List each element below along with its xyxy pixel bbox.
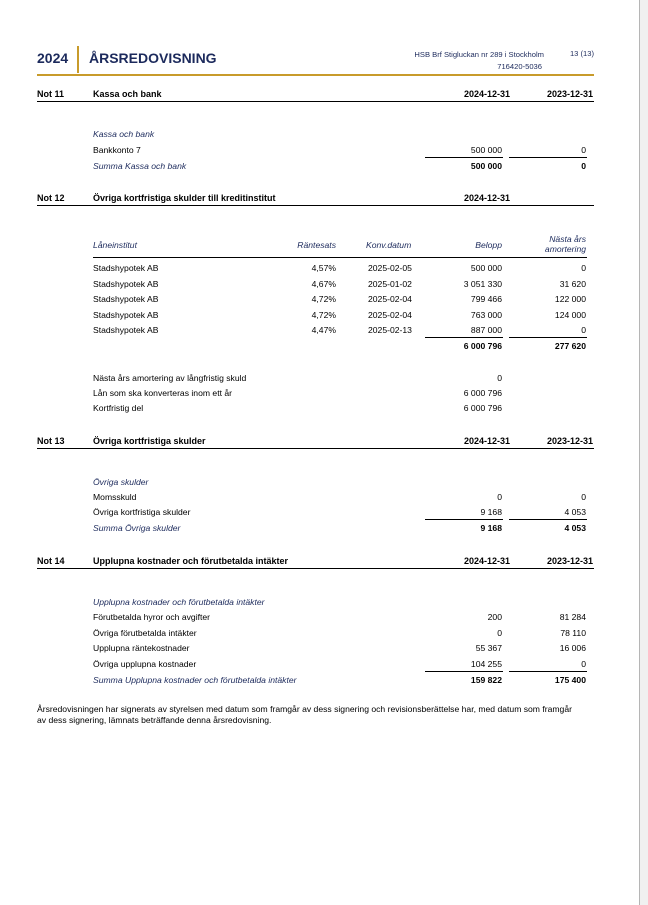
- note-13-title: Övriga kortfristiga skulder: [93, 436, 206, 446]
- note-14-row-v1: 0: [497, 627, 502, 638]
- loan-total-rule-2: [509, 337, 587, 338]
- page-title: ÅRSREDOVISNING: [89, 50, 217, 66]
- loan-lender: Stadshypotek AB: [93, 325, 159, 335]
- loan-lender: Stadshypotek AB: [93, 263, 159, 273]
- note-14-row-v1: 104 255: [470, 658, 502, 669]
- note-14-title: Upplupna kostnader och förutbetalda intäkter: [93, 556, 289, 566]
- loan-lender: Stadshypotek AB: [93, 309, 159, 320]
- header-organization: [388, 49, 544, 73]
- note-13-row-v1: 0: [497, 492, 502, 502]
- loan-conv-date: 2025-02-04: [368, 309, 412, 320]
- loan-rate: 4,67%: [311, 278, 336, 289]
- note-13-row-v1: 9 168: [480, 507, 502, 517]
- note-13-rule: [37, 448, 594, 449]
- note-11-sum-rule-2: [509, 157, 587, 158]
- loan-header-rate: Räntesats: [297, 240, 336, 250]
- note-14-sum-label: Summa Upplupna kostnader och förutbetalda intäkter: [93, 675, 297, 685]
- note-14-sum-rule-2: [509, 671, 587, 672]
- note-12-col1: 2024-12-31: [463, 193, 510, 203]
- loan-rate: 4,47%: [311, 325, 336, 335]
- note-11-rule: [37, 101, 594, 102]
- note-14-row-label: Förutbetalda hyror och avgifter: [93, 612, 211, 622]
- loan-amortization: 122 000: [554, 294, 586, 304]
- loan-amount: 500 000: [470, 263, 502, 273]
- note-14-row-v2: 81 284: [559, 612, 586, 622]
- loan-amount: 799 466: [470, 294, 502, 304]
- note-14-row-label: Övriga förutbetalda intäkter: [93, 627, 197, 638]
- loan-conv-date: 2025-02-05: [368, 263, 412, 273]
- note-12-extra-value: 6 000 796: [463, 388, 502, 398]
- note-13-number: Not 13: [37, 436, 65, 446]
- note-13-row-label: Momsskuld: [93, 492, 137, 502]
- note-13-sum-rule-2: [509, 519, 587, 520]
- note-14-row-v1: 55 367: [475, 643, 502, 653]
- note-14-sum-rule-1: [425, 671, 503, 672]
- note-12-extra-label: Lån som ska konverteras inom ett år: [93, 388, 232, 398]
- note-12-rule: [37, 205, 594, 206]
- note-12-title: Övriga kortfristiga skulder till kreditinstitut: [93, 193, 276, 203]
- loan-amortization: 0: [581, 263, 586, 273]
- note-12-extra-label: Nästa års amortering av långfristig skuld: [93, 373, 247, 383]
- note-13-sum-v1: 9 168: [480, 523, 502, 533]
- note-13-sum-label: Summa Övriga skulder: [93, 523, 181, 533]
- note-11-col2: 2023-12-31: [546, 89, 593, 99]
- loan-conv-date: 2025-02-13: [368, 325, 412, 335]
- loan-header-conv: Konv.datum: [366, 240, 412, 250]
- note-14-row-v2: 16 006: [559, 643, 586, 653]
- loan-amount: 887 000: [470, 325, 502, 335]
- loan-lender: Stadshypotek AB: [93, 278, 159, 289]
- header-org-number: 716420-5036: [497, 62, 542, 71]
- note-14-col2: 2023-12-31: [546, 556, 593, 566]
- loan-conv-date: 2025-02-04: [368, 294, 412, 304]
- note-12-number: Not 12: [37, 193, 65, 203]
- note-11-sum-rule-1: [425, 157, 503, 158]
- note-13-sum-rule-1: [425, 519, 503, 520]
- note-14-sum-v1: 159 822: [470, 675, 502, 685]
- note-11-sum-label: Summa Kassa och bank: [93, 161, 187, 171]
- loan-amortization: 31 620: [559, 278, 586, 289]
- note-11-col1: 2024-12-31: [463, 89, 510, 99]
- loan-header-amount: Belopp: [475, 240, 502, 250]
- note-14-sum-v2: 175 400: [554, 675, 586, 685]
- loan-header-amort: Nästa års amortering: [544, 234, 586, 254]
- note-11-row-label: Bankkonto 7: [93, 145, 141, 155]
- loan-conv-date: 2025-01-02: [368, 278, 412, 289]
- loan-amortization: 124 000: [554, 309, 586, 320]
- loan-amortization: 0: [581, 325, 586, 335]
- note-13-row-label: Övriga kortfristiga skulder: [93, 507, 191, 517]
- note-14-row-v2: 0: [581, 658, 586, 669]
- note-12-extra-value: 0: [497, 373, 502, 383]
- loan-header-lender: Låneinstitut: [93, 240, 137, 250]
- note-12-extra-label: Kortfristig del: [93, 403, 144, 413]
- note-14-rule: [37, 568, 594, 569]
- note-13-sum-v2: 4 053: [564, 523, 586, 533]
- loan-rate: 4,57%: [311, 263, 336, 273]
- header-org-name: HSB Brf Stigluckan nr 289 i Stockholm: [414, 50, 544, 59]
- page-edge: [639, 0, 648, 905]
- note-13-col2: 2023-12-31: [546, 436, 593, 446]
- loan-total-rule-1: [425, 337, 503, 338]
- note-11-sum-v1: 500 000: [470, 161, 502, 171]
- note-12-extra-value: 6 000 796: [463, 403, 502, 413]
- loan-total-amort: 277 620: [554, 341, 586, 351]
- note-11-sum-v2: 0: [581, 161, 586, 171]
- note-14-section: Upplupna kostnader och förutbetalda intäkter: [93, 597, 265, 607]
- note-14-row-label: Upplupna räntekostnader: [93, 643, 190, 653]
- note-13-row-v2: 4 053: [564, 507, 586, 517]
- header-divider: [77, 46, 79, 73]
- note-14-number: Not 14: [37, 556, 65, 566]
- note-14-col1: 2024-12-31: [463, 556, 510, 566]
- loan-amount: 3 051 330: [463, 278, 502, 289]
- loan-rate: 4,72%: [311, 294, 336, 304]
- note-14-row-label: Övriga upplupna kostnader: [93, 658, 197, 669]
- note-11-number: Not 11: [37, 89, 65, 99]
- note-13-row-v2: 0: [581, 492, 586, 502]
- loan-header-rule: [93, 257, 587, 258]
- note-11-section: Kassa och bank: [93, 129, 155, 139]
- note-11-row-v2: 0: [581, 145, 586, 155]
- header-rule: [37, 74, 594, 76]
- note-13-section: Övriga skulder: [93, 477, 149, 487]
- note-11-row-v1: 500 000: [470, 145, 502, 155]
- note-14-row-v2: 78 110: [560, 627, 586, 638]
- page-number: 13 (13): [569, 49, 594, 58]
- loan-amount: 763 000: [470, 309, 502, 320]
- header-year: 2024: [37, 50, 69, 66]
- note-11-title: Kassa och bank: [93, 89, 162, 99]
- note-13-col1: 2024-12-31: [463, 436, 510, 446]
- loan-rate: 4,72%: [311, 309, 336, 320]
- signature-statement: Årsredovisningen har signerats av styrelsen med datum som framgår av dess signering och revisionsberättelse har, med datum som framgår av dess signering, lämnats beträffande denna årsredovisning.: [37, 704, 572, 725]
- note-14-row-v1: 200: [487, 612, 502, 622]
- loan-lender: Stadshypotek AB: [93, 294, 159, 304]
- loan-total-amount: 6 000 796: [463, 341, 502, 351]
